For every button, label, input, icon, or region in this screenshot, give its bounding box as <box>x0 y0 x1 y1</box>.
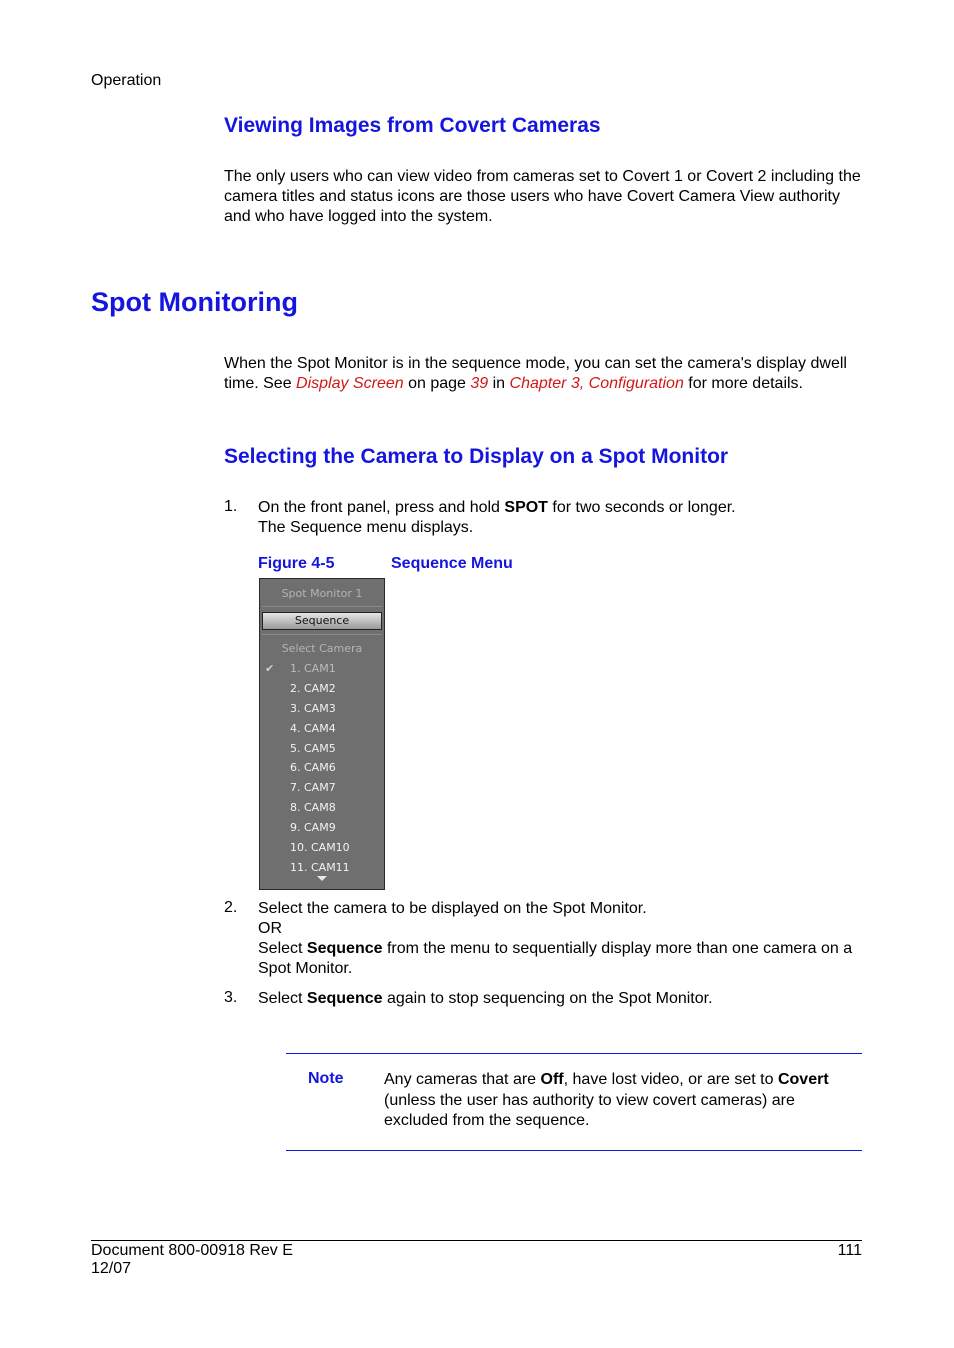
camera-item[interactable]: 11. CAM11 <box>290 860 350 874</box>
menu-title: Spot Monitor 1 <box>281 587 363 600</box>
note-label: Note <box>308 1070 344 1087</box>
scroll-down-arrow-icon[interactable] <box>317 876 327 881</box>
camera-item[interactable]: 10. CAM10 <box>290 841 350 855</box>
camera-item[interactable]: 6. CAM6 <box>290 761 336 775</box>
step-2-text: Select the camera to be displayed on the Spot Monitor. OR Select Sequence from the menu to sequentially display more than one camera on a Spot Monitor. <box>258 900 853 977</box>
camera-item[interactable]: 5. CAM5 <box>290 741 336 755</box>
camera-item[interactable]: 3. CAM3 <box>290 701 336 715</box>
sequence-menu <box>259 578 385 890</box>
footer-document: Document 800-00918 Rev E <box>91 1242 293 1259</box>
camera-item[interactable]: 4. CAM4 <box>290 721 336 735</box>
footer-date: 12/07 <box>91 1260 132 1277</box>
footer-rule <box>91 1240 862 1241</box>
figure-number: Figure 4-5 <box>258 555 335 572</box>
step-number: 1. <box>224 498 238 515</box>
step-3-text: Select Sequence again to stop sequencing on the Spot Monitor. <box>258 990 713 1007</box>
figure-caption: Sequence Menu <box>391 555 513 572</box>
page-number: 111 <box>837 1242 862 1259</box>
camera-item[interactable]: 7. CAM7 <box>290 781 336 795</box>
step-1-text: On the front panel, press and hold SPOT for two seconds or longer. The Sequence menu displays. <box>258 499 736 536</box>
covert-paragraph: The only users who can view video from cameras set to Covert 1 or Covert 2 including the camera titles and status icons are those users who have Covert Camera View authority and who have logged into the system. <box>224 168 861 225</box>
camera-item[interactable]: 8. CAM8 <box>290 801 336 815</box>
note-text: Any cameras that are Off, have lost video, or are set to Covert (unless the user has authority to view covert cameras) are excluded from the sequence. <box>384 1071 829 1129</box>
select-camera-label: Select Camera <box>281 642 363 655</box>
camera-list <box>260 659 384 878</box>
step-number: 3. <box>224 989 238 1006</box>
running-header: Operation <box>91 72 162 89</box>
step-number: 2. <box>224 899 238 916</box>
camera-item[interactable]: 9. CAM9 <box>290 821 336 835</box>
camera-item[interactable]: 2. CAM2 <box>290 681 336 695</box>
selecting-camera-heading: Selecting the Camera to Display on a Spot Monitor <box>224 445 729 468</box>
camera-item[interactable]: ✔ 1. CAM1 <box>260 659 384 679</box>
display-screen-link[interactable]: Display Screen <box>296 375 404 392</box>
note-top-rule <box>286 1053 862 1054</box>
spot-monitoring-heading: Spot Monitoring <box>91 287 298 317</box>
note-bottom-rule <box>286 1150 862 1151</box>
menu-divider <box>262 606 382 607</box>
sequence-button[interactable]: Sequence <box>262 612 382 630</box>
check-icon: ✔ <box>265 662 275 675</box>
page-39-link[interactable]: 39 <box>470 375 489 392</box>
spot-intro-paragraph: When the Spot Monitor is in the sequence mode, you can set the camera's display dwell time. See Display Screen on page 39 in Chapter 3, Configuration for more details. <box>224 355 847 392</box>
chapter-3-link[interactable]: Chapter 3, Configuration <box>509 375 684 392</box>
menu-divider <box>262 634 382 635</box>
covert-heading: Viewing Images from Covert Cameras <box>224 114 601 137</box>
